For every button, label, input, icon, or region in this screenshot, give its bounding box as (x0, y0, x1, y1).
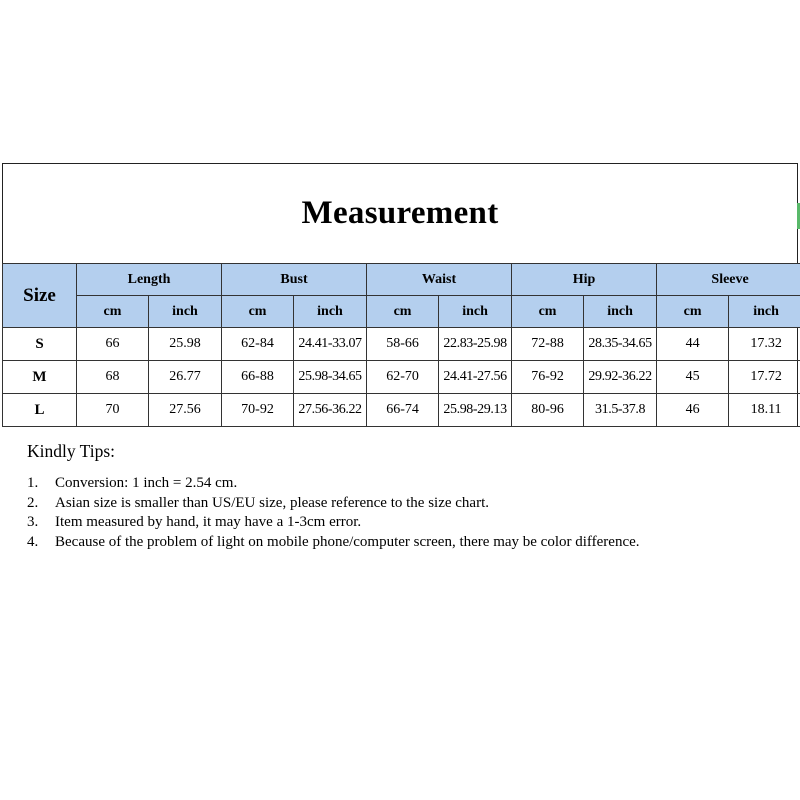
table-cell: 17.32 (729, 328, 800, 361)
table-cell: 66 (77, 328, 149, 361)
tips-list (27, 474, 707, 552)
unit-header: inch (439, 296, 512, 328)
table-cell: 45 (657, 361, 729, 394)
kindly-tips (27, 441, 707, 552)
table-cell: 66-74 (367, 394, 439, 427)
table-cell: 17.72 (729, 361, 800, 394)
table-cell: 46 (657, 394, 729, 427)
table-cell: 27.56-36.22 (294, 394, 367, 427)
list-item-text: Item measured by hand, it may have a 1-3cm error. (55, 514, 362, 530)
table-header-row (3, 264, 800, 296)
list-item-text: Conversion: 1 inch = 2.54 cm. (55, 475, 238, 491)
table-cell: 62-84 (222, 328, 294, 361)
table-cell: 18.11 (729, 394, 800, 427)
list-item (27, 513, 707, 533)
unit-header: cm (367, 296, 439, 328)
table-cell: 44 (657, 328, 729, 361)
list-item-number: 3. (27, 514, 39, 530)
list-item-number: 4. (27, 533, 39, 550)
unit-header: inch (729, 296, 800, 328)
table-cell: 25.98 (149, 328, 222, 361)
list-item (27, 533, 707, 553)
table-cell: 25.98-29.13 (439, 394, 512, 427)
list-item (27, 474, 707, 494)
size-label: L (3, 394, 77, 427)
unit-header: cm (657, 296, 729, 328)
group-header-waist: Waist (367, 264, 512, 296)
size-column-header: Size (3, 264, 77, 328)
table-cell: 72-88 (512, 328, 584, 361)
unit-header: inch (294, 296, 367, 328)
unit-header: cm (512, 296, 584, 328)
table-cell: 68 (77, 361, 149, 394)
table-cell: 25.98-34.65 (294, 361, 367, 394)
group-header-hip: Hip (512, 264, 657, 296)
table-cell: 66-88 (222, 361, 294, 394)
unit-header: cm (77, 296, 149, 328)
page-title: Measurement (301, 195, 499, 231)
table-cell: 24.41-27.56 (439, 361, 512, 394)
size-label: S (3, 328, 77, 361)
list-item-text: Because of the problem of light on mobile phone/computer screen, there may be color difference. (55, 533, 640, 550)
table-row (3, 394, 800, 427)
group-header-length: Length (77, 264, 222, 296)
table-cell: 22.83-25.98 (439, 328, 512, 361)
unit-header: inch (584, 296, 657, 328)
table-cell: 24.41-33.07 (294, 328, 367, 361)
table-row (3, 361, 800, 394)
table-cell: 76-92 (512, 361, 584, 394)
table-row (3, 328, 800, 361)
unit-header: cm (222, 296, 294, 328)
list-item (27, 494, 707, 514)
table-cell: 58-66 (367, 328, 439, 361)
table-cell: 62-70 (367, 361, 439, 394)
group-header-sleeve: Sleeve (657, 264, 800, 296)
group-header-bust: Bust (222, 264, 367, 296)
list-item-number: 1. (27, 475, 39, 491)
table-cell: 70-92 (222, 394, 294, 427)
tips-title: Kindly Tips: (27, 441, 116, 461)
list-item-text: Asian size is smaller than US/EU size, please reference to the size chart. (55, 494, 489, 511)
table-cell: 28.35-34.65 (584, 328, 657, 361)
table-cell: 31.5-37.8 (584, 394, 657, 427)
table-cell: 27.56 (149, 394, 222, 427)
unit-header-row (3, 296, 800, 328)
table-cell: 29.92-36.22 (584, 361, 657, 394)
size-chart-table (2, 263, 800, 427)
table-cell: 26.77 (149, 361, 222, 394)
table-cell: 70 (77, 394, 149, 427)
measurement-sheet (2, 163, 798, 427)
table-cell: 80-96 (512, 394, 584, 427)
unit-header: inch (149, 296, 222, 328)
list-item-number: 2. (27, 494, 39, 511)
size-label: M (3, 361, 77, 394)
